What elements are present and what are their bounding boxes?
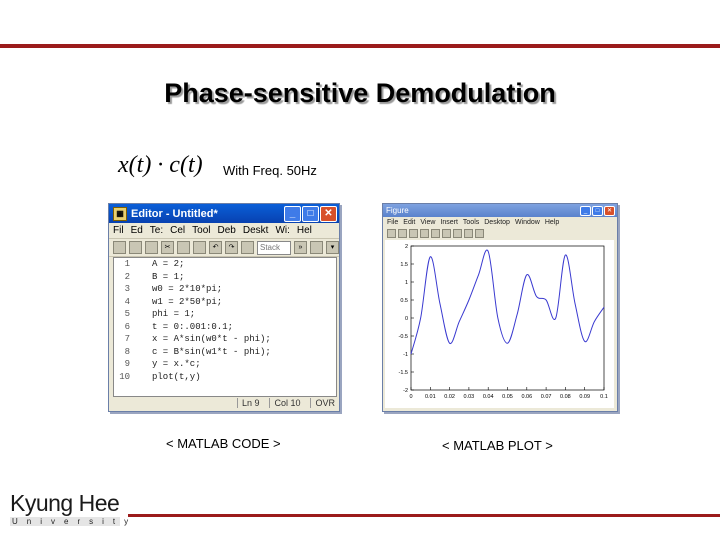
logo-sub-text: University bbox=[12, 517, 138, 526]
line-number: 6 bbox=[124, 321, 130, 332]
new-file-icon[interactable] bbox=[113, 241, 126, 254]
code-text: y = x.*c; bbox=[152, 359, 201, 369]
menu-item[interactable]: Hel bbox=[296, 225, 312, 236]
code-line bbox=[114, 296, 336, 309]
status-line: Ln 9 bbox=[237, 398, 260, 408]
x-tick-label: 0.09 bbox=[579, 394, 591, 400]
pan-icon[interactable] bbox=[464, 229, 473, 238]
code-text: c = B*sin(w1*t - phi); bbox=[152, 346, 271, 357]
menu-item[interactable]: View bbox=[420, 218, 436, 226]
status-column: Col 10 bbox=[269, 398, 300, 408]
close-icon[interactable]: ✕ bbox=[604, 206, 615, 216]
code-line bbox=[114, 258, 336, 271]
line-number: 5 bbox=[124, 309, 130, 319]
x-tick-label: 0.01 bbox=[424, 394, 436, 400]
copy-icon[interactable] bbox=[177, 241, 190, 254]
university-logo bbox=[10, 490, 138, 526]
editor-title: Editor - Untitled* bbox=[131, 207, 218, 220]
line-number: 9 bbox=[124, 359, 130, 369]
figure-titlebar[interactable] bbox=[383, 204, 617, 217]
code-text: B = 1; bbox=[152, 271, 185, 282]
menu-item[interactable]: Te: bbox=[149, 225, 164, 236]
menu-item[interactable]: Desktop bbox=[484, 218, 510, 226]
y-tick-label: 2 bbox=[404, 244, 408, 250]
code-line bbox=[114, 346, 336, 359]
save-icon[interactable] bbox=[409, 229, 418, 238]
code-line bbox=[114, 358, 336, 371]
new-figure-icon[interactable] bbox=[387, 229, 396, 238]
menu-item[interactable]: File bbox=[387, 218, 399, 226]
x-tick-label: 0.02 bbox=[444, 394, 455, 400]
y-tick-label: 1.5 bbox=[400, 262, 408, 268]
plot-area[interactable] bbox=[385, 240, 614, 408]
code-line bbox=[114, 321, 336, 334]
code-area[interactable] bbox=[113, 257, 337, 397]
y-tick-label: -1.5 bbox=[398, 370, 408, 376]
code-text: w0 = 2*10*pi; bbox=[152, 284, 223, 294]
code-line bbox=[114, 271, 336, 284]
line-plot bbox=[385, 240, 614, 408]
menu-item[interactable]: Window bbox=[514, 218, 540, 226]
code-line bbox=[114, 371, 336, 384]
open-folder-icon[interactable] bbox=[129, 241, 142, 254]
menu-item[interactable]: Fil bbox=[113, 225, 124, 236]
more-tools-icon[interactable]: » bbox=[294, 241, 307, 254]
maximize-icon[interactable]: □ bbox=[302, 206, 319, 222]
editor-toolbar bbox=[109, 239, 339, 257]
x-tick-label: 0.08 bbox=[560, 394, 571, 400]
y-tick-label: 0 bbox=[404, 316, 408, 322]
caption-matlab-plot: < MATLAB PLOT > bbox=[442, 438, 553, 453]
figure-toolbar bbox=[383, 227, 617, 239]
pointer-icon[interactable] bbox=[431, 229, 440, 238]
line-number: 10 bbox=[119, 371, 130, 382]
open-icon[interactable] bbox=[398, 229, 407, 238]
matlab-editor-window[interactable] bbox=[108, 203, 340, 412]
menu-item[interactable]: Ed bbox=[130, 225, 143, 236]
print-icon[interactable] bbox=[420, 229, 429, 238]
minimize-icon[interactable]: _ bbox=[580, 206, 591, 216]
line-number: 4 bbox=[124, 296, 130, 307]
dropdown-arrow-icon[interactable]: ▾ bbox=[326, 241, 339, 254]
code-text: x = A*sin(w0*t - phi); bbox=[152, 334, 271, 344]
save-icon[interactable] bbox=[145, 241, 158, 254]
bottom-accent-line bbox=[128, 514, 720, 517]
menu-item[interactable]: Tool bbox=[192, 225, 211, 236]
x-tick-label: 0.06 bbox=[521, 394, 533, 400]
rotate-icon[interactable] bbox=[475, 229, 484, 238]
maximize-icon[interactable]: □ bbox=[592, 206, 603, 216]
print-icon[interactable] bbox=[241, 241, 254, 254]
minimize-icon[interactable]: _ bbox=[284, 206, 301, 222]
menu-item[interactable]: Insert bbox=[440, 218, 458, 226]
top-accent-line bbox=[0, 44, 720, 48]
menu-item[interactable]: Help bbox=[544, 218, 560, 226]
menu-item[interactable]: Wi: bbox=[275, 225, 290, 236]
slide-title: Phase-sensitive Demodulation bbox=[164, 78, 556, 108]
code-text: w1 = 2*50*pi; bbox=[152, 296, 223, 307]
line-number: 1 bbox=[124, 259, 130, 269]
x-tick-label: 0 bbox=[409, 394, 413, 400]
line-number: 7 bbox=[124, 334, 130, 344]
code-text: phi = 1; bbox=[152, 309, 196, 319]
menu-item[interactable]: Deskt bbox=[242, 225, 269, 236]
paste-icon[interactable] bbox=[193, 241, 206, 254]
zoom-out-icon[interactable] bbox=[453, 229, 462, 238]
code-text: A = 2; bbox=[152, 259, 185, 269]
figure-menubar bbox=[383, 217, 617, 227]
code-text: t = 0:.001:0.1; bbox=[152, 321, 234, 332]
menu-item[interactable]: Cel bbox=[170, 225, 186, 236]
editor-titlebar[interactable] bbox=[109, 204, 339, 223]
editor-statusbar bbox=[113, 396, 335, 409]
menu-item[interactable]: Tools bbox=[462, 218, 480, 226]
figure-title: Figure bbox=[386, 206, 409, 215]
editor-menubar bbox=[109, 223, 339, 239]
x-tick-label: 0.04 bbox=[482, 394, 494, 400]
stack-dropdown[interactable]: Stack bbox=[257, 241, 291, 255]
code-line bbox=[114, 283, 336, 296]
matlab-figure-window[interactable] bbox=[382, 203, 618, 412]
x-tick-label: 0.05 bbox=[502, 394, 513, 400]
logo-main-text: Kyung Hee bbox=[10, 490, 120, 516]
y-tick-label: 0.5 bbox=[400, 298, 408, 304]
formula: x(t) · c(t) bbox=[118, 152, 203, 178]
caption-matlab-code: < MATLAB CODE > bbox=[166, 436, 281, 451]
menu-item[interactable]: Edit bbox=[403, 218, 416, 226]
cut-icon[interactable]: ✂ bbox=[161, 241, 174, 254]
y-tick-label: -1 bbox=[403, 352, 408, 358]
code-text: plot(t,y) bbox=[152, 371, 201, 382]
plot-axes-box bbox=[411, 246, 604, 390]
redo-icon[interactable]: ↷ bbox=[225, 241, 238, 254]
x-tick-label: 0.1 bbox=[600, 394, 608, 400]
x-tick-label: 0.03 bbox=[463, 394, 475, 400]
editor-app-icon: ▦ bbox=[113, 207, 127, 221]
x-tick-label: 0.07 bbox=[540, 394, 552, 400]
close-icon[interactable]: ✕ bbox=[320, 206, 337, 222]
code-line bbox=[114, 308, 336, 321]
y-tick-label: -0.5 bbox=[398, 334, 408, 340]
line-number: 8 bbox=[124, 346, 130, 357]
formula-note: With Freq. 50Hz bbox=[223, 163, 317, 178]
line-number: 2 bbox=[124, 271, 130, 282]
status-ovr: OVR bbox=[310, 398, 335, 408]
undo-icon[interactable]: ↶ bbox=[209, 241, 222, 254]
checkbox-icon[interactable] bbox=[310, 241, 323, 254]
line-number: 3 bbox=[124, 284, 130, 294]
menu-item[interactable]: Deb bbox=[217, 225, 236, 236]
y-tick-label: -2 bbox=[403, 388, 408, 394]
zoom-in-icon[interactable] bbox=[442, 229, 451, 238]
y-tick-label: 1 bbox=[404, 280, 408, 286]
code-line bbox=[114, 333, 336, 346]
